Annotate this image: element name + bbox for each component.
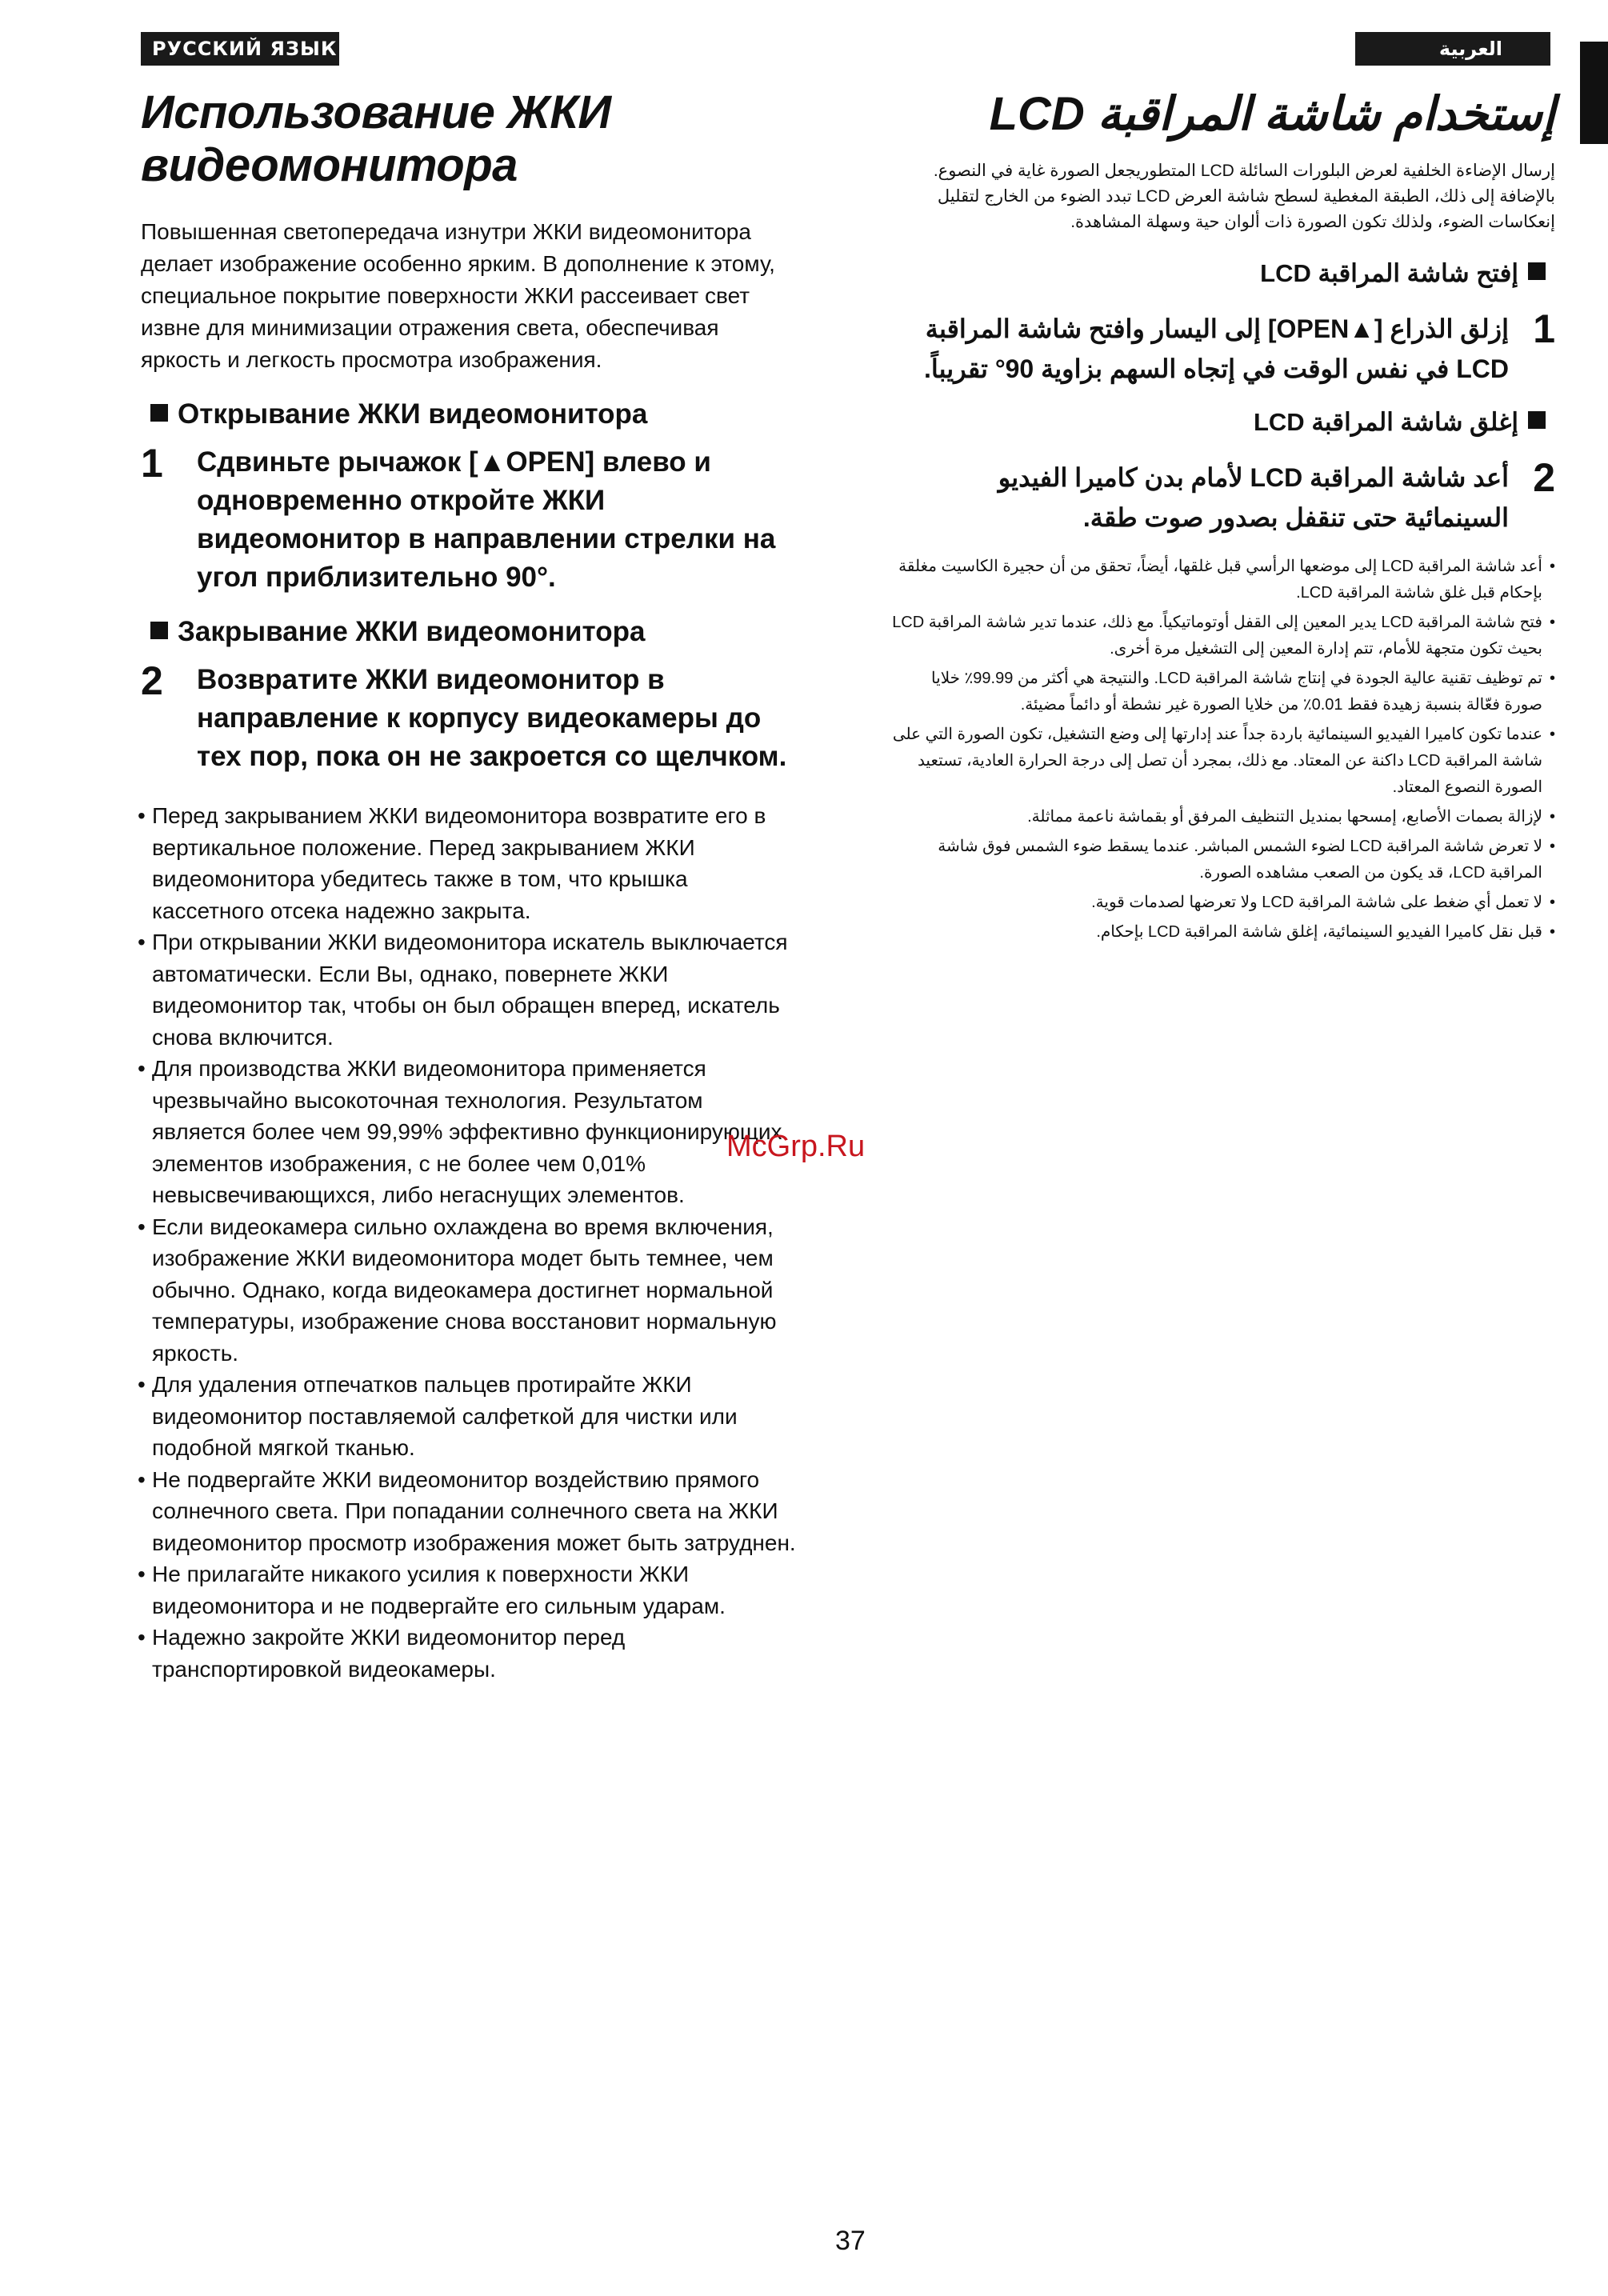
step-instruction: إزلق الذراع [▲OPEN] إلى اليسار وافتح شاشة المراقبة LCD في نفس الوقت في إتجاه السهم بزاوية 90° تقريباً. (923, 314, 1509, 383)
section-heading-open-arabic (891, 256, 1555, 291)
section-heading-close-arabic (891, 405, 1555, 440)
step-number: 1 (141, 441, 163, 486)
section-heading-close-arabic-text: إغلق شاشة المراقبة LCD (1253, 408, 1518, 436)
note-item: • لا تعرض شاشة المراقبة LCD لضوء الشمس المباشر. عندما يسقط ضوء الشمس فوق شاشة المراقبة LCD، قد يكون من الصعب مشاهده الصورة. (891, 834, 1555, 886)
watermark-text: McGrp.Ru (726, 1130, 866, 1163)
step-2-arabic (891, 455, 1555, 538)
square-bullet-icon (1528, 262, 1546, 280)
step-number: 2 (1533, 455, 1555, 500)
square-bullet-icon (150, 622, 168, 639)
note-item: • Надежно закройте ЖКИ видеомонитор перед транспортировкой видеокамеры. (141, 1622, 797, 1685)
note-item: • Для удаления отпечатков пальцев протирайте ЖКИ видеомонитор поставляемой салфеткой для чистки или подобной мягкой тканью. (141, 1369, 797, 1464)
note-item: • Не прилагайте никакого усилия к поверхности ЖКИ видеомонитора и не подвергайте его сильным ударам. (141, 1558, 797, 1622)
note-item: • Для производства ЖКИ видеомонитора применяется чрезвычайно высокоточная технология. Результатом является более чем 99,99% эффективно функционирующих элементов изображения, с не более чем 0,01% невысвечивающихся, либо негаснущих элементов. (141, 1053, 797, 1211)
notes-list-arabic (891, 554, 1555, 946)
step-number: 1 (1533, 306, 1555, 351)
notes-list-russian (141, 800, 797, 1685)
language-tab-russian: РУССКИЙ ЯЗЫК (141, 32, 339, 66)
page-title-arabic: إستخدام شاشة المراقبة LCD (989, 88, 1555, 140)
section-heading-close-text: Закрывание ЖКИ видеомонитора (178, 616, 646, 647)
section-heading-close (141, 614, 797, 650)
step-1-arabic (891, 306, 1555, 389)
intro-paragraph-arabic: إرسال الإضاءة الخلفية لعرض البلورات السائلة LCD المتطوريجعل الصورة غاية في النصوع. بالإضافة إلى ذلك، الطبقة المغطية لسطح شاشة العرض LCD تبدد الضوء من الخارج لتقليل إنعكاسات الضوء، ولذلك تكون الصورة ذات ألوان حية وسهلة المشاهدة. (933, 162, 1555, 231)
note-item: • Не подвергайте ЖКИ видеомонитор воздействию прямого солнечного света. При попадании солнечного света на ЖКИ видеомонитор просмотр изображения может быть затруднен. (141, 1464, 797, 1559)
note-item: • تم توظيف تقنية عالية الجودة في إنتاج شاشة المراقبة LCD. والنتيجة هي أكثر من 99.99٪ خلايا صورة فعّالة بنسبة زهيدة فقط 0.01٪ من خلايا الصورة غير نشطة أو دائماً مضيئة. (891, 666, 1555, 718)
note-item: • قبل نقل كاميرا الفيديو السينمائية، إغلق شاشة المراقبة LCD بإحكام. (891, 919, 1555, 946)
note-item: • لا تعمل أي ضغط على شاشة المراقبة LCD ولا تعرضها لصدمات قوية. (891, 890, 1555, 916)
step-instruction: Сдвиньте рычажок [▲OPEN] влево и одновременно откройте ЖКИ видеомонитор в направлении стрелки на угол приблизительно 90°. (197, 446, 776, 593)
note-item: • فتح شاشة المراقبة LCD يدير المعين إلى القفل أوتوماتيكياً. مع ذلك، عندما تدير شاشة المراقبة LCD بحيث تكون متجهة للأمام، تتم إدارة المعين إلى التشغيل مرة أخرى. (891, 610, 1555, 662)
russian-column (141, 86, 797, 1685)
square-bullet-icon (1528, 411, 1546, 429)
page-title-russian: Использование ЖКИ видеомонитора (141, 86, 611, 191)
note-item: • Если видеокамера сильно охлаждена во время включения, изображение ЖКИ видеомонитора модет быть темнее, чем обычно. Однако, когда видеокамера достигнет нормальной температуры, изображение снова восстановит нормальную яркость. (141, 1211, 797, 1370)
note-item: • Перед закрыванием ЖКИ видеомонитора возвратите его в вертикальное положение. Перед закрыванием ЖКИ видеомонитора убедитесь также в том, что крышка кассетного отсека надежно закрыта. (141, 800, 797, 926)
note-item: • أعد شاشة المراقبة LCD إلى موضعها الرأسي قبل غلقها، أيضاً، تحقق من أن حجيرة الكاسيت مغلقة بإحكام قبل غلق شاشة المراقبة LCD. (891, 554, 1555, 606)
step-2-russian (141, 658, 797, 776)
note-item: • При открывании ЖКИ видеомонитора искатель выключается автоматически. Если Вы, однако, повернете ЖКИ видеомонитор так, чтобы он был обращен вперед, искатель снова включится. (141, 926, 797, 1053)
note-item: • عندما تكون كاميرا الفيديو السينمائية باردة جداً عند إدارتها إلى وضع التشغيل، تكون الصورة التي على شاشة المراقبة LCD داكنة عن المعتاد. مع ذلك، بمجرد أن تصل إلى درجة الحرارة العادية، تستعيد الصورة النصوع المعتاد. (891, 722, 1555, 801)
section-edge-marker (1580, 42, 1608, 144)
step-instruction: أعد شاشة المراقبة LCD لأمام بدن كاميرا الفيديو السينمائية حتى تنقفل بصدور صوت طقة. (998, 463, 1509, 532)
section-heading-open-arabic-text: إفتح شاشة المراقبة LCD (1260, 259, 1518, 287)
step-number: 2 (141, 658, 163, 703)
step-1-russian (141, 443, 797, 597)
step-instruction: Возвратите ЖКИ видеомонитор в направление к корпусу видеокамеры до тех пор, пока он не закроется со щелчком. (197, 664, 787, 772)
section-heading-open-text: Открывание ЖКИ видеомонитора (178, 398, 648, 430)
page-number: 37 (835, 2226, 866, 2256)
note-item: • لإزالة بصمات الأصابع، إمسحها بمنديل التنظيف المرفق أو بقماشة ناعمة مماثلة. (891, 804, 1555, 830)
arabic-column (891, 86, 1555, 949)
language-tab-arabic: العربية (1355, 32, 1550, 66)
intro-paragraph-russian: Повышенная светопередача изнутри ЖКИ видеомонитора делает изображение особенно ярким. В дополнение к этому, специальное покрытие поверхности ЖКИ рассеивает свет извне для минимизации отражения света, обеспечивая яркость и легкость просмотра изображения. (141, 219, 775, 372)
section-heading-open (141, 397, 797, 432)
square-bullet-icon (150, 404, 168, 422)
